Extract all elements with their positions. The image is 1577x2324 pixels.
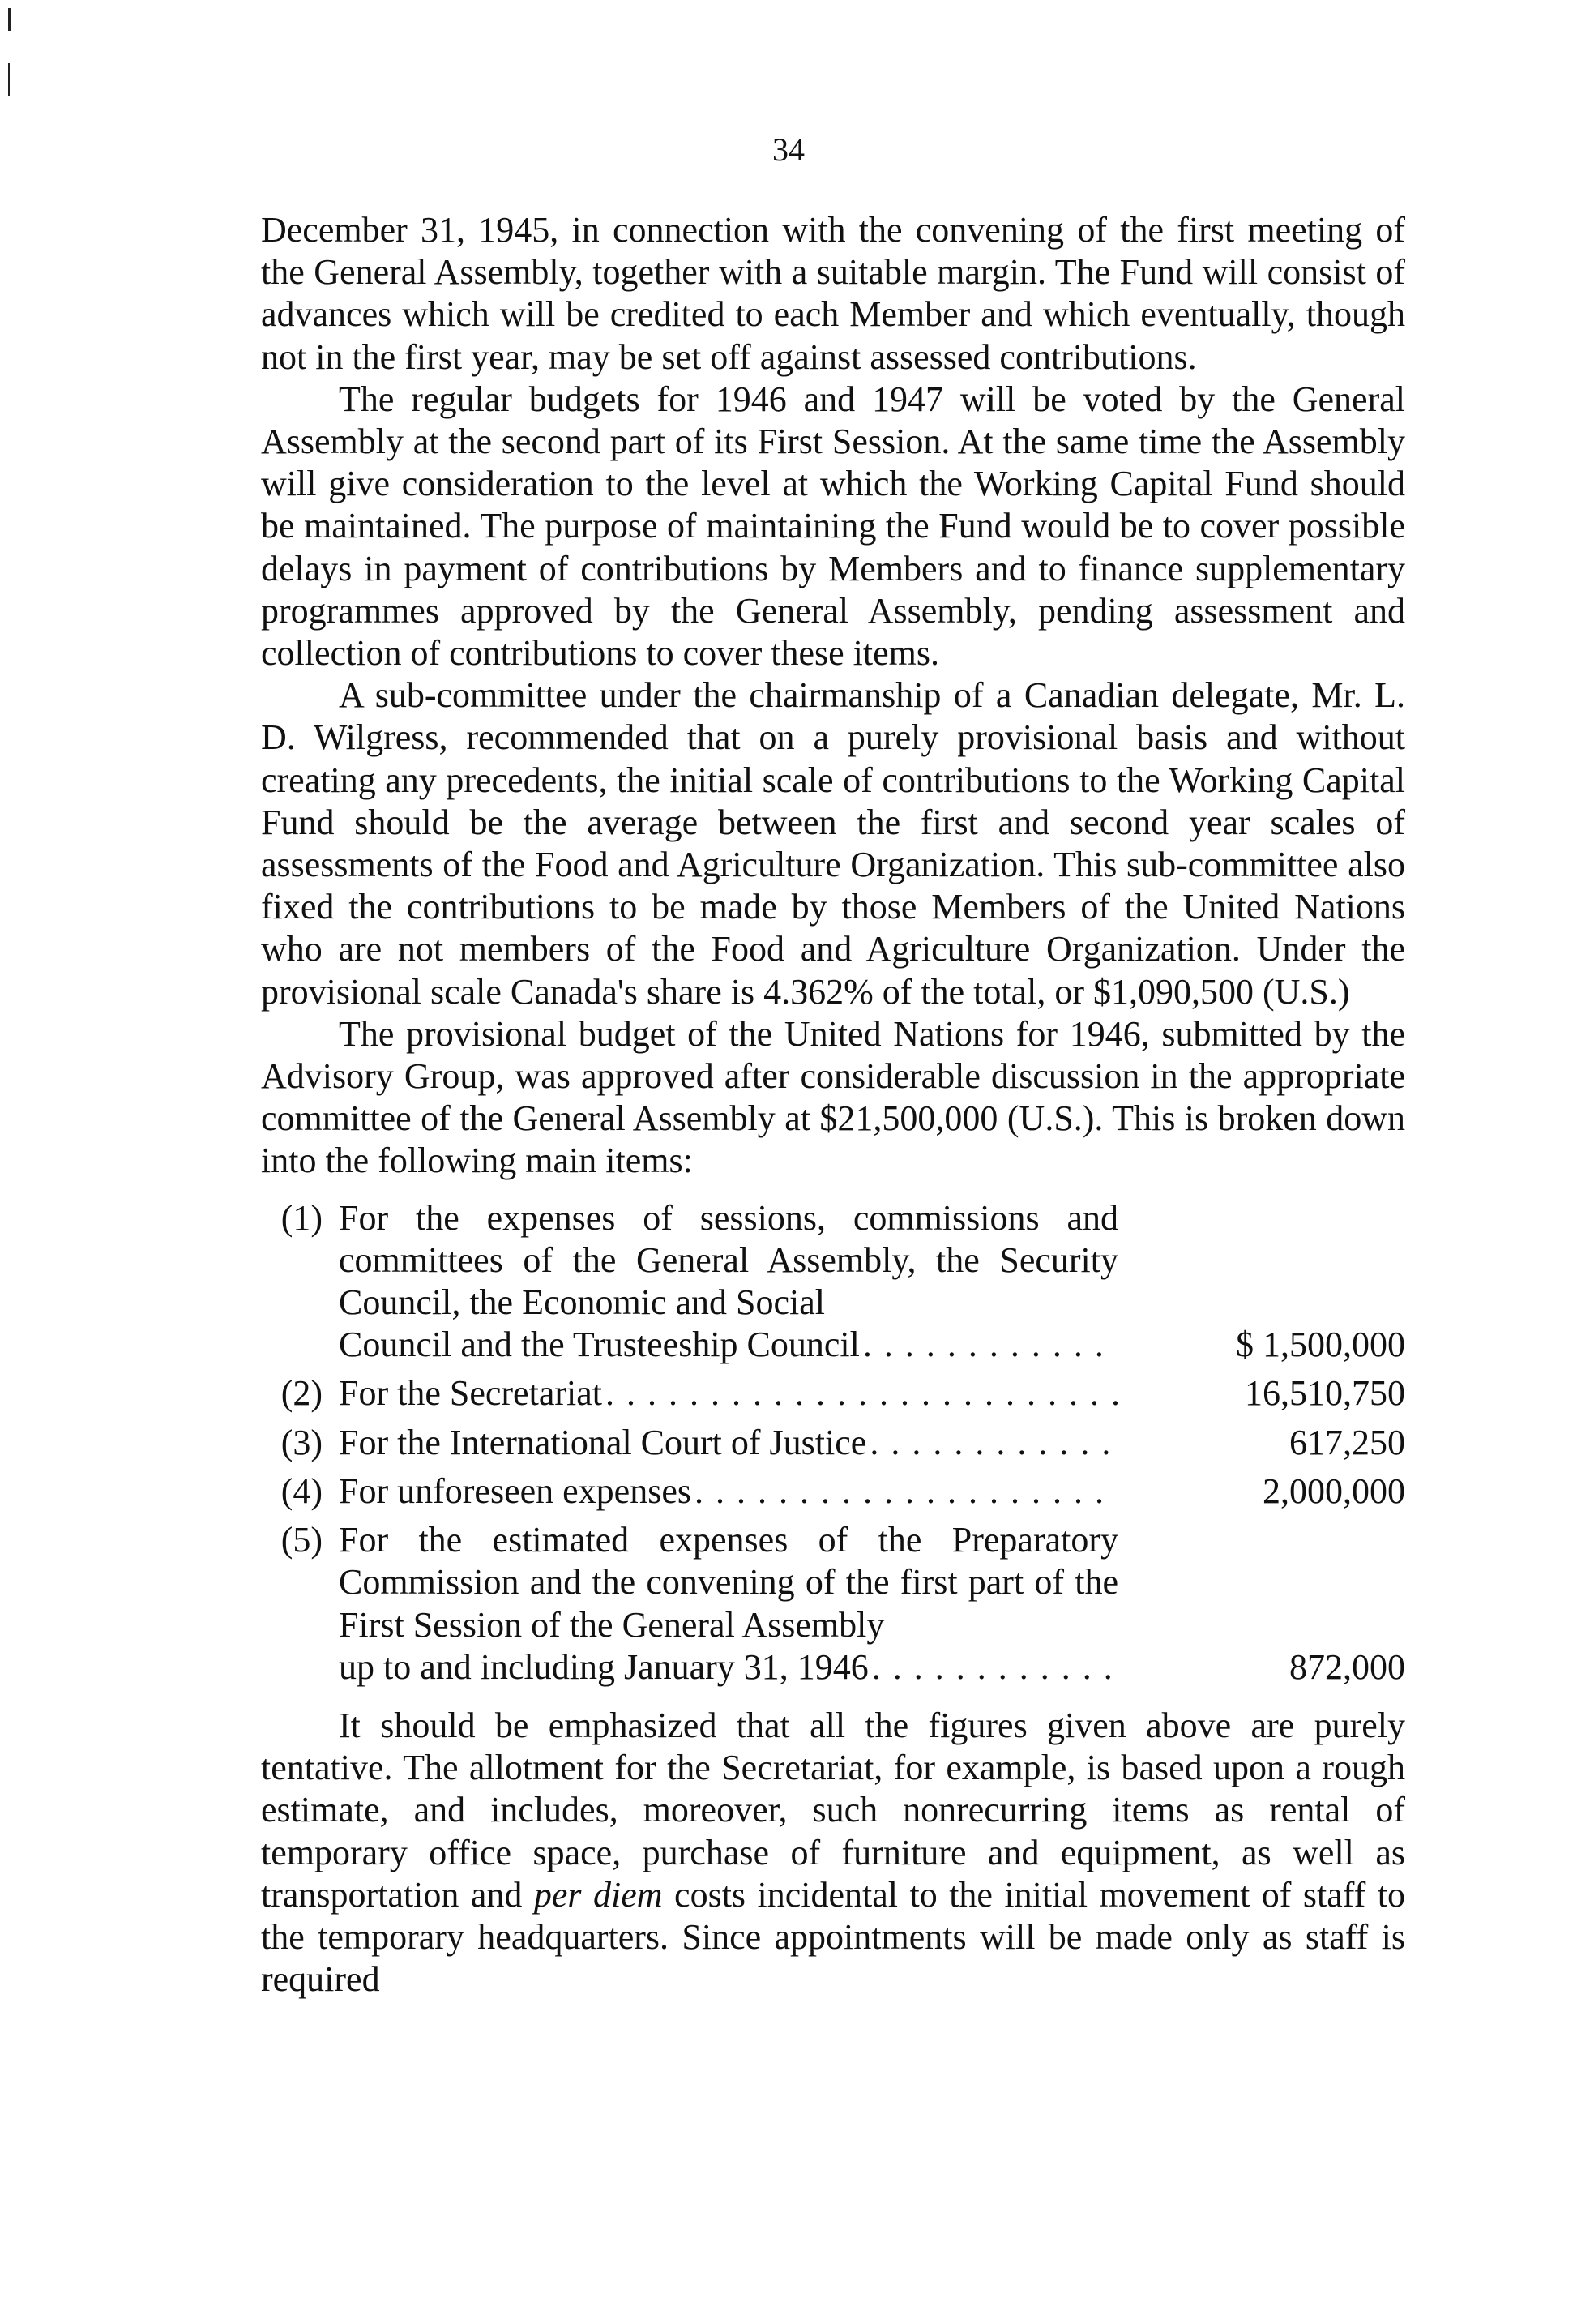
scan-edge-mark xyxy=(8,63,10,96)
scan-edge-mark xyxy=(8,8,11,31)
item-number: (2) xyxy=(280,1373,323,1414)
item-description xyxy=(339,1372,1118,1415)
budget-item xyxy=(261,1422,1405,1464)
paragraph: The provisional budget of the United Nations for 1946, submitted by the Advisory Group, was approved after considerable discussion in the appropriate committee of the General Assembly at $21,500,000 (U.S.). This is broken down into the following main items: xyxy=(261,1013,1405,1181)
paragraph: The regular budgets for 1946 and 1947 will be voted by the General Assembly at the second part of its First Session. At the same time the Assembly will give consideration to the level at which the Working Capital Fund should be maintained. The purpose of maintaining the Fund would be to cover possible delays in payment of contributions by Members and to finance supplementary programmes approved by the General Assembly, pending assessment and collection of contributions to cover these items. xyxy=(261,379,1405,674)
dot-leader xyxy=(602,1372,1118,1415)
item-text: For unforeseen expenses xyxy=(339,1470,691,1511)
body-text xyxy=(261,209,1405,2001)
item-last-line xyxy=(339,1422,1118,1464)
item-number: (1) xyxy=(280,1197,323,1238)
budget-items-list xyxy=(261,1197,1405,1688)
item-last-line xyxy=(339,1372,1118,1415)
item-description xyxy=(339,1197,1118,1367)
paragraph-text: costs incidental to the initial movement of staff to the temporary headquarters. Since appointments will be made only as staff is required xyxy=(261,1874,1406,2000)
budget-item xyxy=(261,1197,1405,1367)
dot-leader xyxy=(691,1470,1118,1513)
item-text: Council and the Trusteeship Council xyxy=(339,1325,860,1365)
paragraph: A sub-committee under the chairmanship of a Canadian delegate, Mr. L. D. Wilgress, recommended that on a purely provisional basis and without creating any precedents, the initial scale of contributions to the Working Capital Fund should be the average between the first and second year scales of assessments of the Food and Agriculture Organization. This sub-committee also fixed the contributions to be made by those Members of the United Nations who are not members of the Food and Agriculture Organization. Under the provisional scale Canada's share is 4.362% of the total, or $1,090,500 (U.S.) xyxy=(261,675,1405,1012)
item-number: (3) xyxy=(280,1422,323,1462)
dot-leader xyxy=(869,1646,1118,1688)
item-amount: 872,000 xyxy=(1289,1646,1405,1687)
paragraph: December 31, 1945, in connection with the convening of the first meeting of the General Assembly, together with a suitable margin. The Fund will consist of advances which will be credited to each Member and which eventually, though not in the first year, may be set off against assessed contributions. xyxy=(261,210,1405,377)
item-description xyxy=(339,1470,1118,1513)
item-description xyxy=(339,1519,1118,1688)
item-amount: 617,250 xyxy=(1289,1422,1405,1462)
closing-paragraph xyxy=(261,1705,1405,2001)
item-text: up to and including January 31, 1946 xyxy=(339,1646,869,1687)
budget-item xyxy=(261,1372,1405,1415)
paragraph-text: It should be emphasized that all the figures given above are purely tentative. The allotment for the Secretariat, for example, is based upon a rough estimate, and includes, moreover, such nonrecurring items as rental of temporary office space, purchase of furniture and equipment, as well as transportation and xyxy=(261,1705,1405,1915)
item-amount: 16,510,750 xyxy=(1245,1373,1405,1414)
item-amount: $ 1,500,000 xyxy=(1236,1325,1405,1365)
item-text: For the Secretariat xyxy=(339,1373,602,1414)
item-last-line xyxy=(339,1470,1118,1513)
page-number: 34 xyxy=(772,131,805,168)
budget-item xyxy=(261,1470,1405,1513)
budget-item xyxy=(261,1519,1405,1688)
item-description xyxy=(339,1422,1118,1464)
item-number: (4) xyxy=(280,1470,323,1511)
item-last-line xyxy=(339,1324,1118,1366)
dot-leader xyxy=(860,1324,1118,1366)
dot-leader xyxy=(866,1422,1118,1464)
italic-term: per diem xyxy=(533,1874,663,1915)
item-number: (5) xyxy=(280,1520,323,1560)
item-text: For the estimated expenses of the Preparatory Commission and the convening of the first part of the First Session of the General Assembly xyxy=(339,1520,1118,1645)
item-amount: 2,000,000 xyxy=(1263,1470,1405,1511)
item-text: For the International Court of Justice xyxy=(339,1422,867,1462)
item-text: For the expenses of sessions, commissions and committees of the General Assembly, the Security Council, the Economic and Social xyxy=(339,1197,1118,1323)
item-last-line xyxy=(339,1646,1118,1688)
